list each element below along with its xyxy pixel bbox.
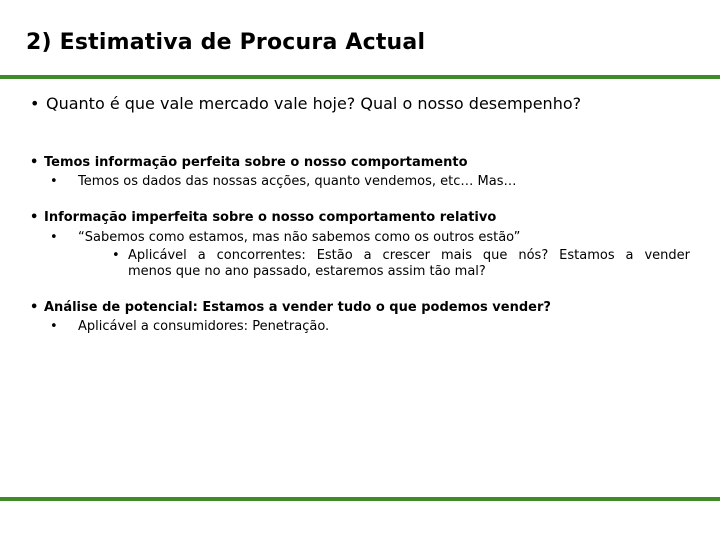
section-1-item [50,173,516,190]
bullet-icon: • [112,248,120,263]
section-2-subitem [112,247,690,264]
section-2-subitem-text-line2: menos que no ano passado, estaremos assim tão mal? [128,264,486,279]
section-3-item-text: Aplicável a consumidores: Penetração. [78,319,330,334]
section-1-heading-text: Temos informação perfeita sobre o nosso comportamento [44,155,468,170]
section-3-heading-text: Análise de potencial: Estamos a vender tudo o que podemos vender? [44,300,551,315]
bullet-icon: • [30,155,39,170]
slide-title: 2) Estimativa de Procura Actual [26,30,426,55]
section-3-item [50,318,329,335]
intro-text: Quanto é que vale mercado vale hoje? Qual o nosso desempenho? [46,94,582,113]
section-3-heading [30,299,551,316]
section-2-item-text: “Sabemos como estamos, mas não sabemos como os outros estão” [78,230,521,245]
section-2-heading-text: Informação imperfeita sobre o nosso comportamento relativo [44,210,497,225]
section-1-heading [30,154,468,171]
section-1-item-text: Temos os dados das nossas acções, quanto vendemos, etc… Mas… [78,174,517,189]
section-2-heading [30,209,496,226]
bullet-icon: • [30,210,39,225]
bottom-divider [0,497,720,501]
bullet-icon: • [30,300,39,315]
bullet-icon: • [50,319,58,334]
section-2-subitem-text-line1: Aplicável a concorrentes: Estão a crescer mais que nós? Estamos a vender [128,248,690,263]
bullet-icon: • [30,94,40,113]
top-divider [0,75,720,79]
intro-bullet [30,94,581,114]
section-2-subitem-continued [128,263,486,280]
section-2-item [50,229,520,246]
bullet-icon: • [50,230,58,245]
bullet-icon: • [50,174,58,189]
